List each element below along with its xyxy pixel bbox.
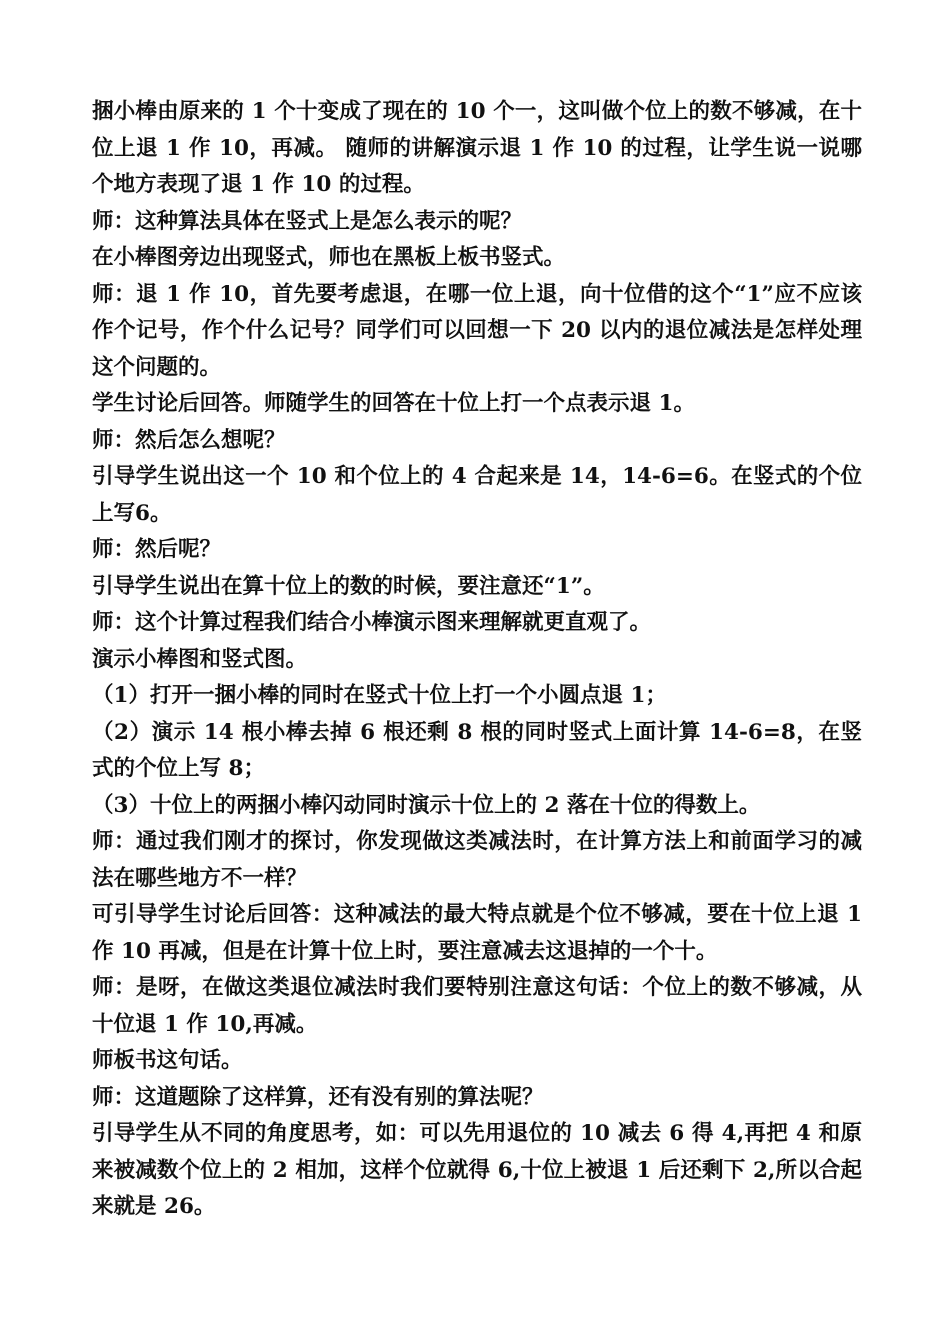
paragraph-20: 引导学生从不同的角度思考，如：可以先用退位的 10 减去 6 得 4,再把 4 和原来被减数个位上的 2 相加，这样个位就得 6,十位上被退 1 后还剩下 2,所以合起来就是 26。	[92, 1121, 862, 1219]
paragraph-1: 捆小棒由原来的 1 个十变成了现在的 10 个一，这叫做个位上的数不够减，在十位上退 1 作 10，再减。 随师的讲解演示退 1 作 10 的过程，让学生说一说哪个地方表现了退 1 作 10 的过程。	[92, 99, 862, 197]
paragraph-5: 学生讨论后回答。师随学生的回答在十位上打一个点表示退 1。	[92, 391, 695, 416]
paragraph-8: 师：然后呢？	[92, 537, 222, 562]
paragraph-3: 在小棒图旁边出现竖式，师也在黑板上板书竖式。	[92, 245, 566, 270]
paragraph-6: 师：然后怎么想呢？	[92, 427, 286, 453]
paragraph-2: 师：这种算法具体在竖式上是怎么表示的呢？	[92, 208, 523, 234]
paragraph-18: 师板书这句话。	[92, 1048, 243, 1073]
paragraph-7: 引导学生说出这一个 10 和个位上的 4 合起来是 14，14-6=6。在竖式的个位上写6。	[92, 464, 862, 526]
step-2: （2）演示 14 根小棒去掉 6 根还剩 8 根的同时竖式上面计算 14-6=8，在竖式的个位上写 8；	[92, 719, 862, 781]
step-1: （1）打开一捆小棒的同时在竖式十位上打一个小圆点退 1；	[92, 683, 667, 708]
paragraph-4: 师：退 1 作 10，首先要考虑退，在哪一位上退，向十位借的这个“1”应不应该作个记号，作个什么记号？同学们可以回想一下 20 以内的退位减法是怎样处理这个问题的。	[92, 281, 862, 380]
paragraph-10: 师：这个计算过程我们结合小棒演示图来理解就更直观了。	[92, 610, 652, 635]
paragraph-11: 演示小棒图和竖式图。	[92, 646, 308, 672]
document-body	[92, 94, 862, 1226]
paragraph-19: 师：这道题除了这样算，还有没有别的算法呢？	[92, 1084, 544, 1110]
paragraph-9: 引导学生说出在算十位上的数的时候，要注意还“1”。	[92, 573, 605, 599]
step-3: （3）十位上的两捆小棒闪动同时演示十位上的 2 落在十位的得数上。	[92, 792, 761, 818]
paragraph-17: 师：是呀，在做这类退位减法时我们要特别注意这句话：个位上的数不够减，从十位退 1 作 10,再减。	[92, 975, 862, 1037]
paragraph-15: 师：通过我们刚才的探讨，你发现做这类减法时，在计算方法上和前面学习的减法在哪些地方不一样？	[92, 829, 862, 891]
paragraph-16: 可引导学生讨论后回答：这种减法的最大特点就是个位不够减，要在十位上退 1 作 10 再减，但是在计算十位上时，要注意减去这退掉的一个十。	[92, 902, 862, 964]
